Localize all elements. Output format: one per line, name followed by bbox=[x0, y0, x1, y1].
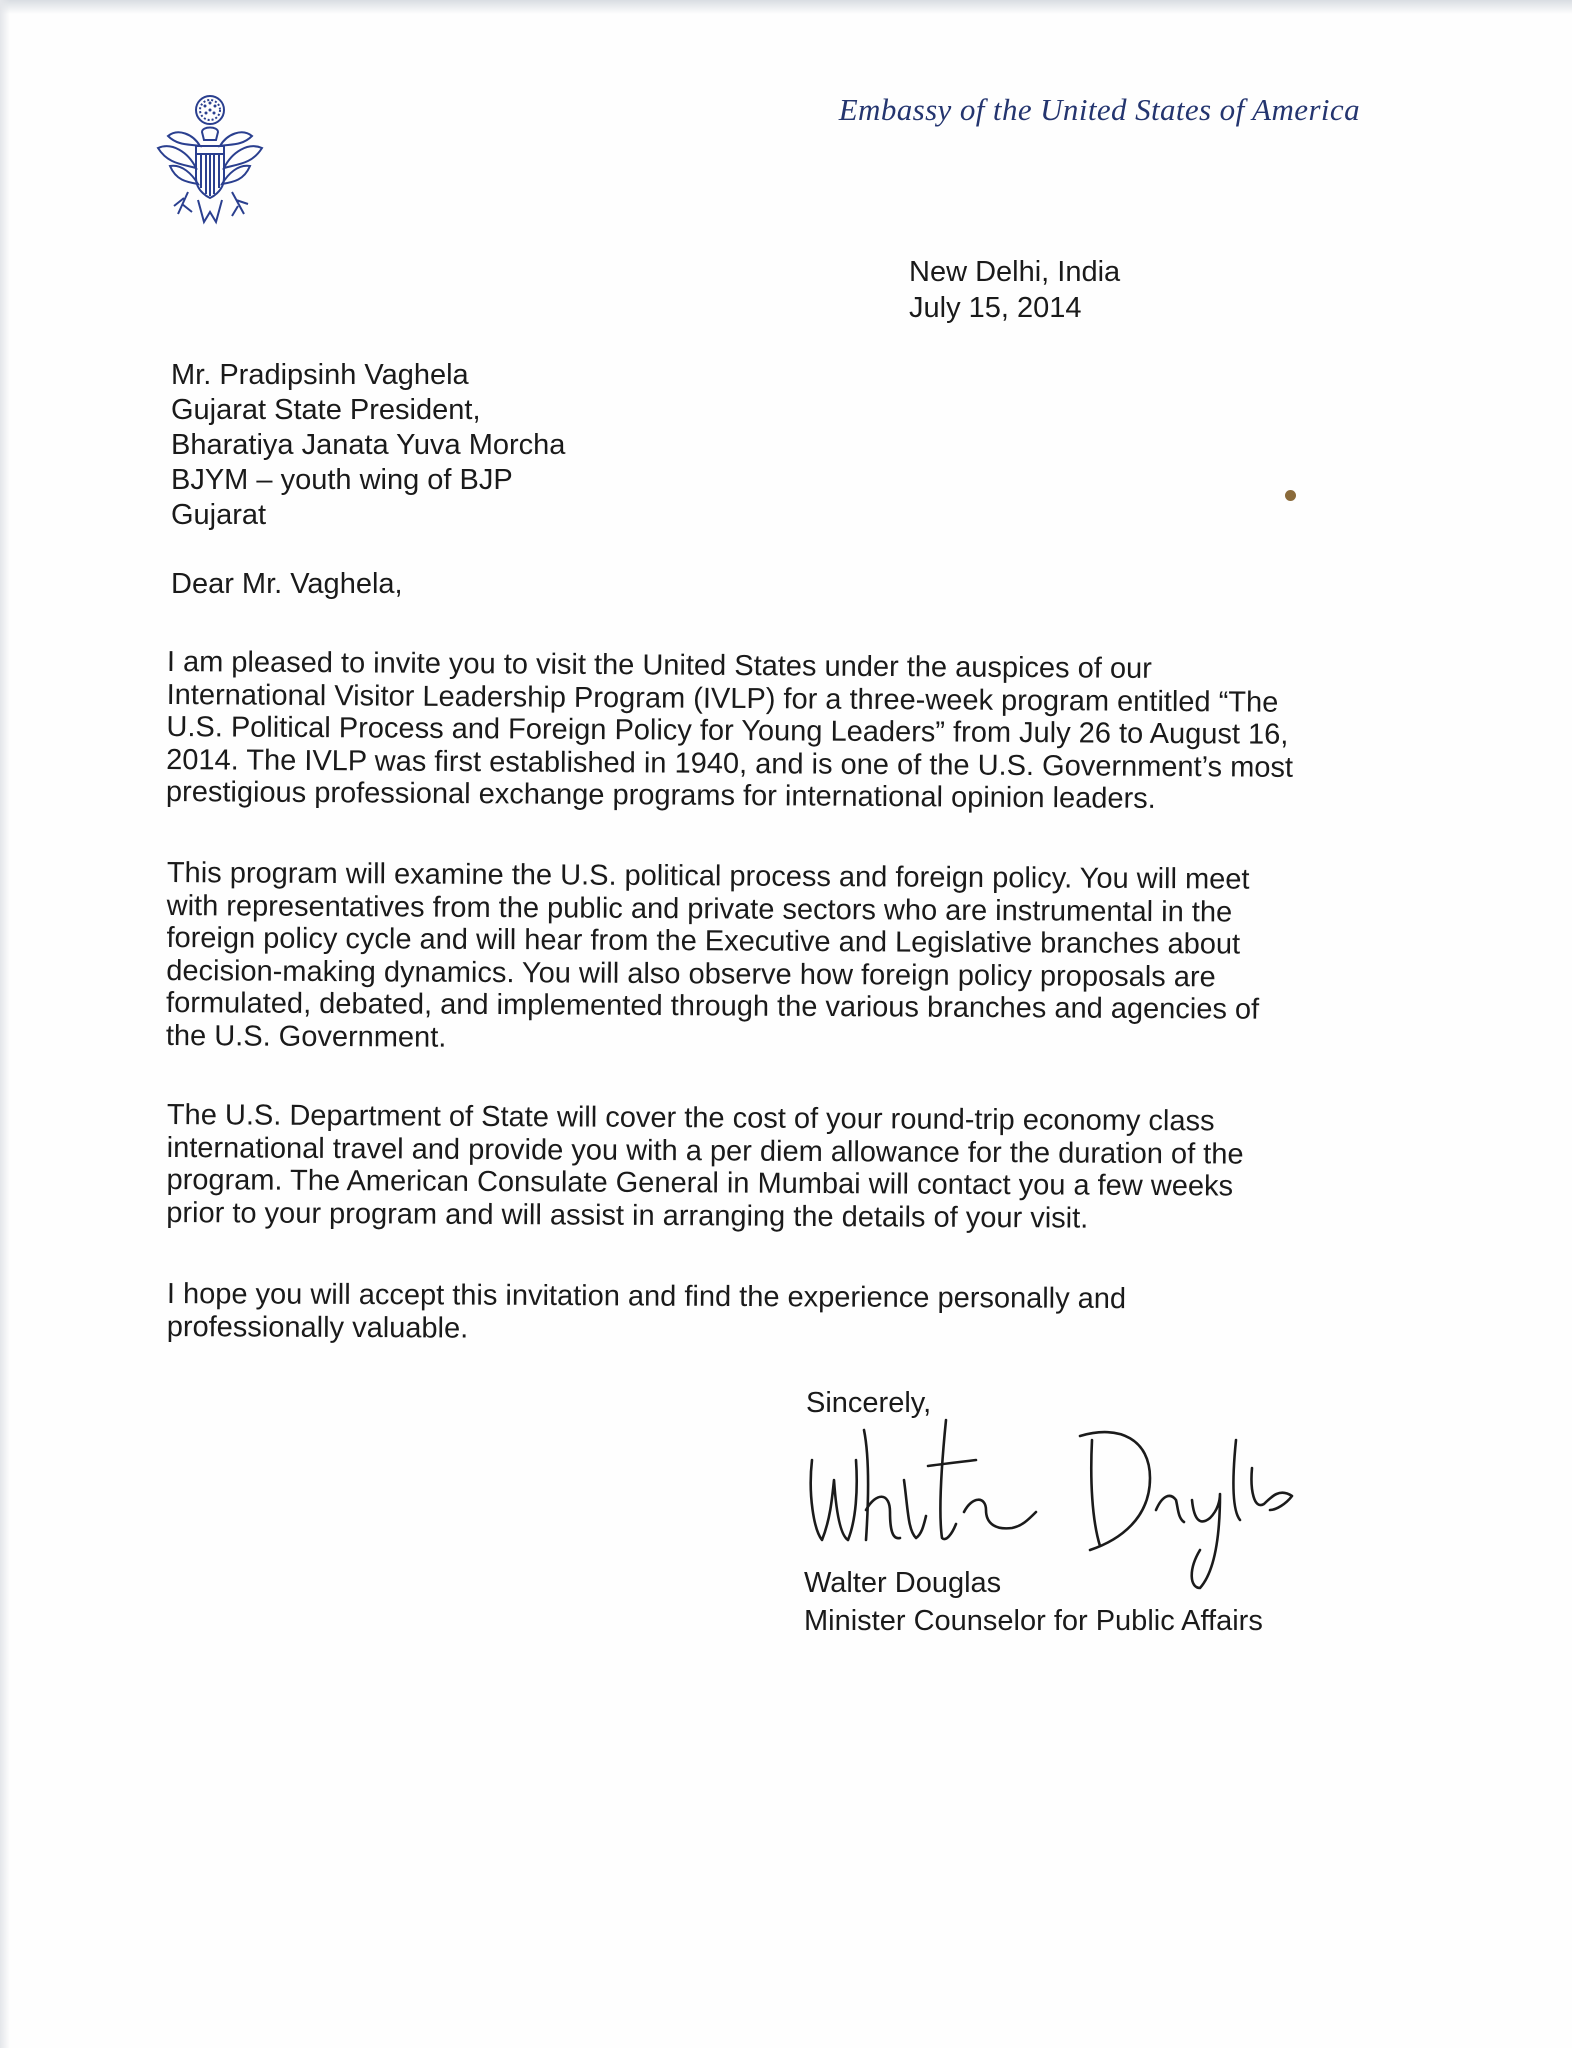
body-line: prior to your program and will assist in arranging the details of your visit. bbox=[166, 1196, 1089, 1235]
body-line: I am pleased to invite you to visit the United States under the auspices of our bbox=[166, 646, 1152, 685]
recipient-title: Gujarat State President, bbox=[171, 394, 481, 426]
body-line: professionally valuable. bbox=[166, 1310, 469, 1345]
body-line: decision-making dynamics. You will also observe how foreign policy proposals are bbox=[166, 954, 1216, 993]
scan-speck bbox=[1285, 490, 1296, 501]
place-date-block bbox=[909, 254, 1120, 326]
body-line: with representatives from the public and private sectors who are instrumental in the bbox=[166, 889, 1233, 929]
body-paragraph bbox=[166, 646, 1377, 817]
signer-name: Walter Douglas bbox=[804, 1567, 1002, 1599]
closing: Sincerely, bbox=[806, 1387, 932, 1419]
recipient-state: Gujarat bbox=[171, 499, 267, 531]
recipient-name: Mr. Pradipsinh Vaghela bbox=[171, 359, 469, 391]
scan-shadow-left bbox=[0, 0, 10, 2048]
body-line: international travel and provide you with a per diem allowance for the duration of the bbox=[166, 1131, 1244, 1171]
body-line: International Visitor Leadership Program (IVLP) for a three-week program entitled “The bbox=[166, 678, 1279, 719]
date-line: July 15, 2014 bbox=[909, 292, 1082, 324]
recipient-address bbox=[171, 358, 565, 533]
body-line: I hope you will accept this invitation and find the experience personally and bbox=[166, 1278, 1127, 1316]
body-line: foreign policy cycle and will hear from the Executive and Legislative branches about bbox=[166, 921, 1241, 961]
body-paragraph bbox=[166, 1099, 1377, 1236]
embassy-letterhead: Embassy of the United States of America bbox=[838, 92, 1360, 127]
recipient-organization-note: BJYM – youth wing of BJP bbox=[171, 464, 513, 496]
body-line: prestigious professional exchange programs for international opinion leaders. bbox=[165, 775, 1156, 815]
scan-shadow-top bbox=[0, 0, 1572, 14]
body-line: 2014. The IVLP was first established in 1940, and is one of the U.S. Government’s most bbox=[166, 743, 1294, 784]
place-line: New Delhi, India bbox=[909, 256, 1121, 288]
handwritten-signature bbox=[800, 1400, 1400, 1590]
body-paragraph bbox=[167, 1278, 1377, 1349]
body-line: U.S. Political Process and Foreign Policy for Young Leaders” from July 26 to August 16, bbox=[166, 710, 1289, 751]
recipient-organization: Bharatiya Janata Yuva Morcha bbox=[171, 429, 566, 461]
salutation: Dear Mr. Vaghela, bbox=[171, 568, 403, 600]
body-line: program. The American Consulate General in Mumbai will contact you a few weeks bbox=[166, 1163, 1234, 1203]
body-line: The U.S. Department of State will cover the cost of your round-trip economy class bbox=[166, 1099, 1215, 1138]
great-seal-eagle-icon bbox=[148, 88, 272, 234]
body-paragraph bbox=[166, 857, 1377, 1059]
body-line: the U.S. Government. bbox=[165, 1019, 447, 1054]
body-line: formulated, debated, and implemented through the various branches and agencies of bbox=[166, 986, 1260, 1026]
body-line: This program will examine the U.S. political process and foreign policy. You will meet bbox=[166, 857, 1250, 896]
signer-title: Minister Counselor for Public Affairs bbox=[804, 1605, 1263, 1637]
signer-block bbox=[804, 1564, 1263, 1640]
